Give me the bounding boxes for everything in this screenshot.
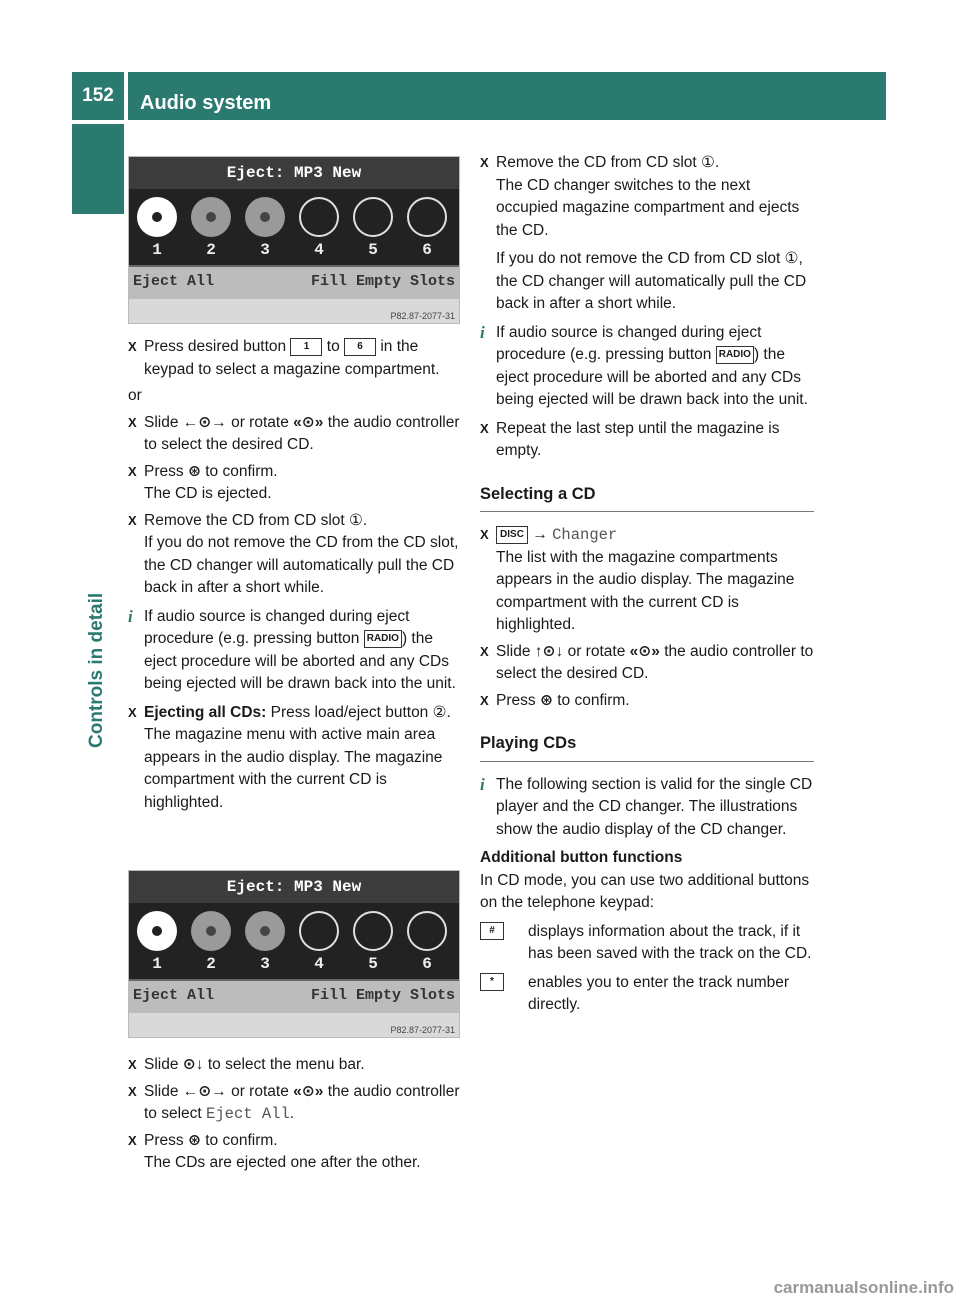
or-text: or [128, 387, 142, 404]
disc-hole [206, 212, 216, 222]
image-caption: P82.87-2077-31 [390, 1025, 455, 1035]
slide-left-right-icon: ←⊙→ [182, 413, 227, 431]
slide-down-icon: ⊙↓ [182, 1056, 204, 1073]
key-1-icon: 1 [290, 338, 322, 356]
press-icon: ⊛ [187, 462, 201, 480]
subheading-additional-buttons: Additional button functions [480, 849, 683, 866]
display-menu-bar [129, 979, 459, 1013]
disc-slot-icon [137, 197, 177, 237]
left-column-lower [128, 1054, 464, 1179]
display-title: Eject: MP3 New [226, 164, 362, 182]
display-menu-bar [129, 265, 459, 299]
step-remove-cd-r: X Remove the CD from CD slot ①. The CD changer switches to the next occupied magazine compartment and ejects the CD. If you do not remove the CD from CD slot ①, the CD changer will automatically pull the CD back in after a short while. [480, 152, 814, 316]
menu-eject-all: Eject All [133, 987, 215, 1004]
press-icon: ⊛ [187, 1131, 201, 1149]
disc-number: 6 [422, 241, 432, 259]
paragraph-cd-mode: In CD mode, you can use two additional buttons on the telephone keypad: [480, 871, 810, 911]
rotate-icon: «⊙» [629, 642, 660, 660]
disc-key-icon: DISC [496, 526, 528, 544]
image-caption: P82.87-2077-31 [390, 311, 455, 321]
key-6-icon: 6 [344, 338, 376, 356]
rotate-icon: «⊙» [293, 1082, 324, 1100]
section-playing-cds: Playing CDs [480, 732, 814, 762]
disc-number: 6 [422, 955, 432, 973]
disc-number: 5 [368, 241, 378, 259]
step-slide-rotate: X Slide ←⊙→ or rotate «⊙» the audio controller to select the desired CD. [128, 412, 464, 457]
step-repeat: X Repeat the last step until the magazine is empty. [480, 418, 814, 463]
disc-slot-icon [353, 197, 393, 237]
step-remove-cd: X Remove the CD from CD slot ①. If you do not remove the CD from the CD slot, the CD changer will automatically pull the CD back in after a short while. [128, 510, 464, 600]
disc-hole [260, 926, 270, 936]
info-icon: i [480, 774, 485, 794]
disc-number: 2 [206, 955, 216, 973]
disc-number: 2 [206, 241, 216, 259]
watermark: carmanualsonline.info [773, 1278, 954, 1297]
disc-number: 1 [152, 241, 162, 259]
disc-slot-icon [191, 197, 231, 237]
disc-slot-icon [191, 911, 231, 951]
disc-slot-icon [245, 197, 285, 237]
step-press-confirm: X Press ⊛ to confirm. The CD is ejected. [128, 461, 464, 506]
disc-slot-icon [407, 911, 447, 951]
step-confirm-eject: X Press ⊛ to confirm. The CDs are ejected one after the other. [128, 1130, 464, 1175]
info-note-r: i If audio source is changed during eject procedure (e.g. pressing button RADIO ) the eject procedure will be aborted and any CDs being ejected will be drawn back into the unit. [480, 322, 808, 408]
radio-key-icon: RADIO [364, 630, 402, 648]
disc-hole [260, 212, 270, 222]
audio-display-image-2 [128, 870, 460, 1038]
disc-number: 3 [260, 955, 270, 973]
display-title: Eject: MP3 New [226, 878, 362, 896]
step-select-eject-all: X Slide ←⊙→ or rotate «⊙» the audio controller to select Eject All. [128, 1081, 464, 1126]
star-key-icon: * [480, 973, 504, 991]
disc-number: 3 [260, 241, 270, 259]
info-icon: i [128, 606, 133, 626]
step-slide-menu-bar: X Slide ⊙↓ to select the menu bar. [128, 1054, 464, 1077]
radio-key-icon: RADIO [716, 346, 754, 364]
header-divider [124, 72, 128, 120]
step-eject-all: X Ejecting all CDs: Press load/eject button ②. The magazine menu with active main area appears in the audio display. The magazine compartment with the current CD is highlighted. [128, 702, 464, 815]
left-column [128, 336, 464, 818]
disc-slot-icon [137, 911, 177, 951]
side-label: Controls in detail [86, 592, 107, 748]
disc-hole [152, 212, 162, 222]
audio-display-image-1 [128, 156, 460, 324]
rotate-icon: «⊙» [293, 413, 324, 431]
disc-slot-icon [407, 197, 447, 237]
term-star: * enables you to enter the track number directly. [480, 972, 814, 1017]
step-press-button: X Press desired button 1 to 6 in the keypad to select a magazine compartment. [128, 336, 464, 381]
press-icon: ⊛ [539, 691, 553, 709]
hash-key-icon: # [480, 922, 504, 940]
section-selecting-cd: Selecting a CD [480, 483, 814, 513]
slide-left-right-icon: ←⊙→ [182, 1082, 227, 1100]
disc-number: 1 [152, 955, 162, 973]
right-column [480, 152, 814, 1023]
menu-fill-empty-slots: Fill Empty Slots [310, 987, 455, 1004]
menu-fill-empty-slots: Fill Empty Slots [310, 273, 455, 290]
step-press-confirm-r: X Press ⊛ to confirm. [480, 690, 814, 713]
side-tab [72, 124, 124, 214]
page-number: 152 [82, 85, 114, 106]
disc-row [129, 903, 459, 979]
disc-row [129, 189, 459, 265]
disc-number: 5 [368, 955, 378, 973]
slide-up-down-icon: ↑⊙↓ [534, 642, 564, 660]
info-note-playing: i The following section is valid for the single CD player and the CD changer. The illustrations show the audio display of the CD changer. [480, 774, 813, 838]
step-disc-changer: X DISC → Changer The list with the magazine compartments appears in the audio display. The magazine compartment with the current CD is highlighted. [480, 524, 814, 637]
disc-slot-icon [299, 197, 339, 237]
disc-slot-icon [299, 911, 339, 951]
info-icon: i [480, 322, 485, 342]
disc-slot-icon [245, 911, 285, 951]
menu-eject-all: Eject All [133, 273, 215, 290]
term-hash: # displays information about the track, if it has been saved with the track on the CD. [480, 921, 814, 966]
disc-number: 4 [314, 241, 324, 259]
disc-hole [206, 926, 216, 936]
disc-slot-icon [353, 911, 393, 951]
info-note: i If audio source is changed during eject procedure (e.g. pressing button RADIO ) the eject procedure will be aborted and any CDs being ejected will be drawn back into the unit. [128, 606, 456, 692]
step-slide-select: X Slide ↑⊙↓ or rotate «⊙» the audio controller to select the desired CD. [480, 641, 814, 686]
disc-number: 4 [314, 955, 324, 973]
page-title: Audio system [140, 92, 272, 114]
disc-hole [152, 926, 162, 936]
